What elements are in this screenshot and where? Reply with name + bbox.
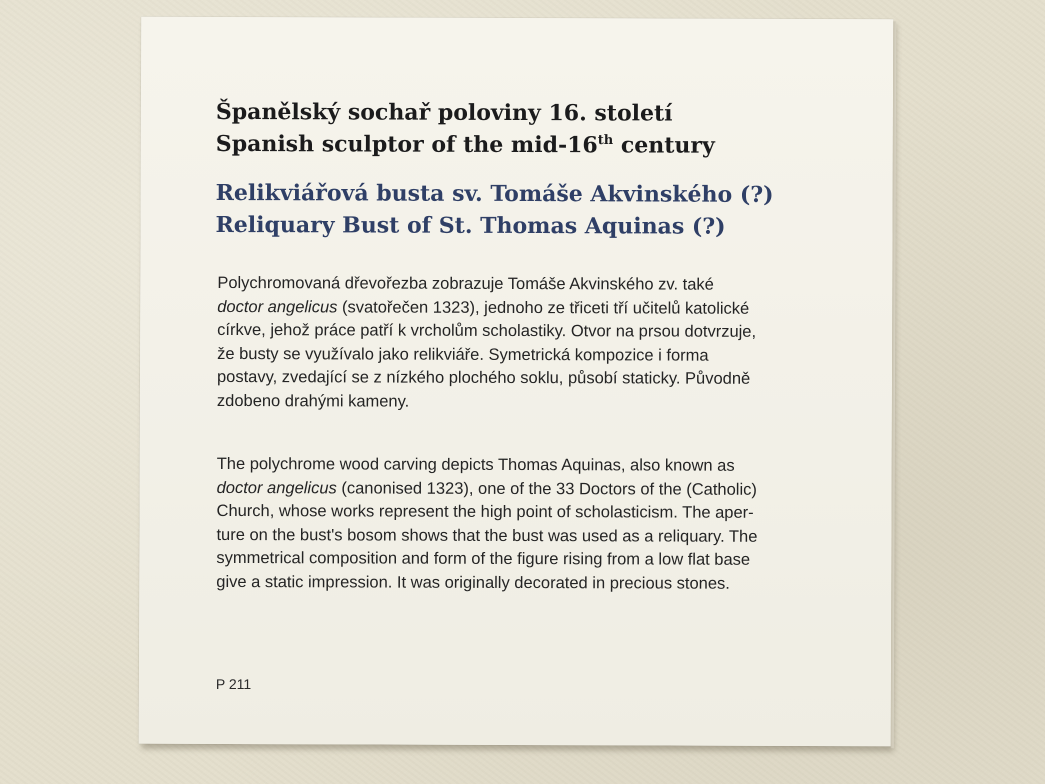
czech-line-5: postavy, zvedající se z nízkého plochého soklu, působí staticky. Původně bbox=[216, 367, 751, 388]
czech-line-2 bbox=[217, 295, 817, 321]
artwork-title-heading bbox=[215, 177, 773, 243]
english-line-1: The polychrome wood carving depicts Thomas Aquinas, also known as bbox=[216, 454, 735, 475]
english-line-6: give a static impression. It was originally decorated in precious stones. bbox=[216, 572, 730, 593]
card-edge bbox=[891, 21, 897, 748]
english-line-2 bbox=[217, 476, 817, 502]
english-line-2-rest: (canonised 1323), one of the 33 Doctors of the (Catholic) bbox=[336, 478, 757, 499]
czech-line-3: církve, jehož práce patří k vrcholům scholastiky. Otvor na prsou dotvrzuje, bbox=[217, 320, 757, 341]
english-line-2-italic: doctor angelicus bbox=[216, 478, 337, 497]
english-line-3: Church, whose works represent the high point of scholasticism. The aper- bbox=[216, 501, 754, 522]
inventory-number: P 211 bbox=[215, 675, 252, 693]
czech-line-6: zdobeno drahými kameny. bbox=[216, 391, 410, 411]
english-description bbox=[216, 453, 816, 596]
czech-line-4: že busty se využívalo jako relikviáře. Symetrická kompozice i forma bbox=[217, 344, 709, 365]
english-line-5: symmetrical composition and form of the figure rising from a low flat base bbox=[216, 548, 751, 569]
artist-english-century: century bbox=[613, 132, 715, 159]
museum-label-card bbox=[139, 17, 894, 747]
ordinal-suffix: th bbox=[597, 132, 614, 149]
czech-description bbox=[217, 272, 817, 415]
title-czech: Relikviářová busta sv. Tomáše Akvinského (?) bbox=[215, 179, 774, 208]
czech-line-1: Polychromovaná dřevořezba zobrazuje Tomáše Akvinského zv. také bbox=[217, 273, 714, 294]
title-english: Reliquary Bust of St. Thomas Aquinas (?) bbox=[215, 211, 726, 240]
czech-line-2-italic: doctor angelicus bbox=[217, 297, 338, 316]
artist-english bbox=[216, 128, 715, 162]
czech-line-2-rest: (svatořečen 1323), jednoho ze třiceti tří učitelů katolické bbox=[337, 297, 750, 318]
artist-heading bbox=[216, 96, 715, 162]
artist-czech: Španělský sochař poloviny 16. století bbox=[215, 98, 673, 127]
artist-english-text: Spanish sculptor of the mid-16 bbox=[215, 130, 598, 159]
english-line-4: ture on the bust's bosom shows that the bust was used as a reliquary. The bbox=[216, 525, 758, 546]
